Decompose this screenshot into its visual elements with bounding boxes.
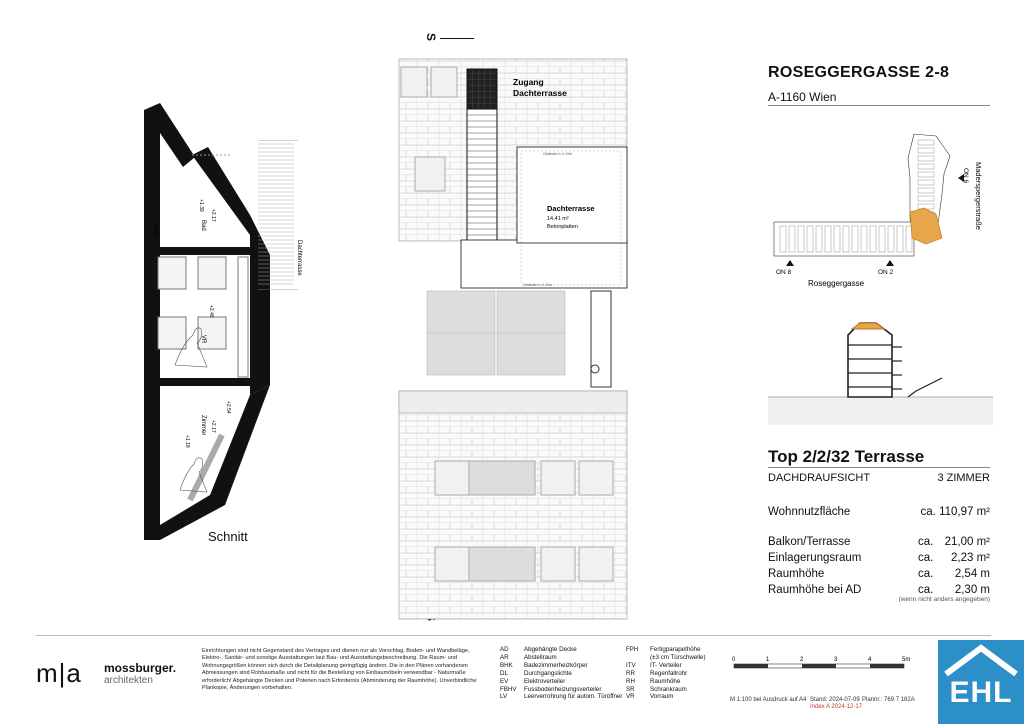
unit-row-label: Raumhöhe [768,568,825,580]
legend-item [626,686,706,694]
unit-row-label: Balkon/Terrasse [768,536,851,548]
legend-abbr: RR [626,669,635,677]
title-rule [768,105,990,106]
legend-item [500,686,622,694]
logo-name: mossburger. [104,661,177,675]
plan-date: Stand: 2024-07-09 [810,697,860,703]
section-marker-top: S [424,32,439,42]
scale-note: M 1:100 bei Ausdruck auf A4 [730,697,807,703]
legend-text: Regenfallrohr [650,669,688,677]
legend-item [626,662,706,670]
unit-row-value: 2,23 m² [951,552,990,564]
plan-index: Index A 2024-12-17 [810,704,863,710]
ehl-logo [938,640,1024,724]
living-area-label: Wohnnutzfläche [768,506,851,518]
legend-text: Elektroverteiler [524,677,566,685]
legend-item [500,662,622,670]
legend-text: IT- Verteiler [650,661,682,669]
legend-item [500,693,622,701]
unit-rule [768,467,990,468]
unit-row-ca: ca. [918,536,934,548]
legend-item [500,678,622,686]
section-level-5: +2.17 [210,420,216,433]
legend-text: Durchgangslichte [524,669,572,677]
site-on-2: ON 2 [878,269,894,276]
legend-abbr: SR [626,685,635,693]
logo-ma: m|a [36,658,82,688]
legend-text: Leerverrohrung für autom. Türöffner [524,693,623,701]
section-level-6: +1.18 [184,435,190,448]
legend-text: Schrankraum [650,685,687,693]
section-fbok: FBOK [152,225,158,239]
plan-railing-label-bottom: Geländer h=1.10m [523,283,553,287]
footer-rule [36,635,991,636]
section-room-zimmer: Zimmer [200,415,206,436]
plan-access-label-1: Zugang [513,77,544,87]
legend-abbr: ITV [626,661,636,669]
legend-abbr: EV [500,677,509,685]
plan-terrace-name: Dachterrasse [547,204,595,213]
legend-abbr: VR [626,693,635,701]
unit-note: (wenn nicht anders angegeben) [898,596,990,603]
legend-abbr: FPH [626,646,639,653]
legend-item [500,670,622,678]
legend-text: Badezimmerheizkörper [524,661,588,669]
legend-text: Vorraum [650,693,674,701]
project-address: A-1160 Wien [768,90,837,104]
legend-text: (±3 cm Türschwelle) [650,653,706,661]
living-area-value: ca. 110,97 m² [920,506,990,518]
plan-access-label-2: Dachterrasse [513,88,567,98]
site-street-right: Maderspergerstraße [974,162,983,230]
plan-number: Plannr.: 769 7 182A [862,697,915,703]
legend-item [626,654,706,662]
disclaimer: Einrichtungen sind nicht Gegenstand des Vertrages und dienen nur als Vorschlag. Boden- und Wandbeläge, Elektro-, Sanitär- und sonstige Ausstattungen laut Bau- und Ausstattungsbeschreibung. Die Raum- und Wohnungsgrößen können sich durch die Detailplanung geringfügig ändern. Die in den Plänen vorhandenen Abmessungen sind Rohbaumaße und nicht für die Bestellung von Einbaumöbeln verwendbar - Naturmaße erforderlich! Abgehängte Decken und Poterien nach Erfordernis (Abminderung der Raumhöhe). Unverbindliche Plankopie, Änderungen vorbehalten. [202,648,477,692]
legend-item [500,646,622,654]
unit-row-label: Einlagerungsraum [768,552,862,564]
project-title: ROSEGGERGASSE 2-8 [768,64,950,81]
site-on-8: ON 8 [776,269,792,276]
section-level-2: +2.17 [210,209,216,222]
site-plan [764,126,994,291]
legend-abbr: RH [626,677,635,685]
section-level-1: +1.39 [198,199,204,212]
site-street-bottom: Roseggergasse [808,279,865,288]
legend-item [626,646,706,654]
scale-tick-label: 0 [732,657,736,663]
scale-tick-label: 4 [868,657,872,663]
legend-abbr: AR [500,653,509,661]
legend-abbr: FBHV [500,685,517,693]
legend-abbr: DL [500,669,508,677]
ehl-text: EHL [949,676,1013,709]
legend-left [500,646,622,701]
site-on-6: ON 6 [962,168,969,184]
legend-item [626,670,706,678]
unit-name: Top 2/2/32 Terrasse [768,447,925,466]
legend-text: Abgehängte Decke [524,646,577,653]
unit-row-ca: ca. [918,568,934,580]
scale-tick-label: 1 [766,657,770,663]
roof-plan [395,55,635,623]
unit-view: DACHDRAUFSICHT [768,472,871,484]
section-marker-top-line [440,38,474,39]
section-room-bad: Bad [200,220,206,231]
legend-text: Raumhöhe [650,677,681,685]
logo-sub: architekten [104,675,153,686]
scale-bar [730,652,910,682]
legend-text: Fertigparapethöhe [650,646,701,653]
plan-terrace-area: 14,41 m² [547,216,569,222]
unit-row-value: 21,00 m² [944,536,990,548]
section-level-3: +2.46 [208,305,214,318]
unit-rooms: 3 ZIMMER [937,472,990,484]
unit-row-value: 2,54 m [954,568,990,580]
legend-abbr: AD [500,646,509,653]
unit-row-ca: ca. [918,584,934,596]
legend-text: Abstellraum [524,653,557,661]
legend-text: Fussbodenheizungsverteiler [524,685,602,693]
legend-item [626,693,706,701]
unit-row-value: 2,30 m [954,584,990,596]
scale-tick-label: 5m [902,657,910,663]
building-thumbnail [768,315,993,425]
legend-item [500,654,622,662]
legend-item [626,678,706,686]
legend-abbr: BHK [500,661,513,669]
scale-tick-label: 2 [800,657,804,663]
legend-right [626,646,706,701]
unit-row-ca: ca. [918,552,934,564]
legend-abbr: LV [500,693,508,701]
section-label: Schnitt [208,529,248,544]
scale-tick-label: 3 [834,657,838,663]
plan-terrace-material: Betonplatten [547,224,578,230]
plan-railing-label: Geländer h=1.10m [543,152,573,156]
unit-row-label: Raumhöhe bei AD [768,584,862,596]
section-terrace-railing [258,140,318,290]
section-level-4: +2.54 [225,401,231,414]
section-terrace-label: Dachterrasse [296,240,302,276]
section-room-vr: VR [200,335,206,344]
